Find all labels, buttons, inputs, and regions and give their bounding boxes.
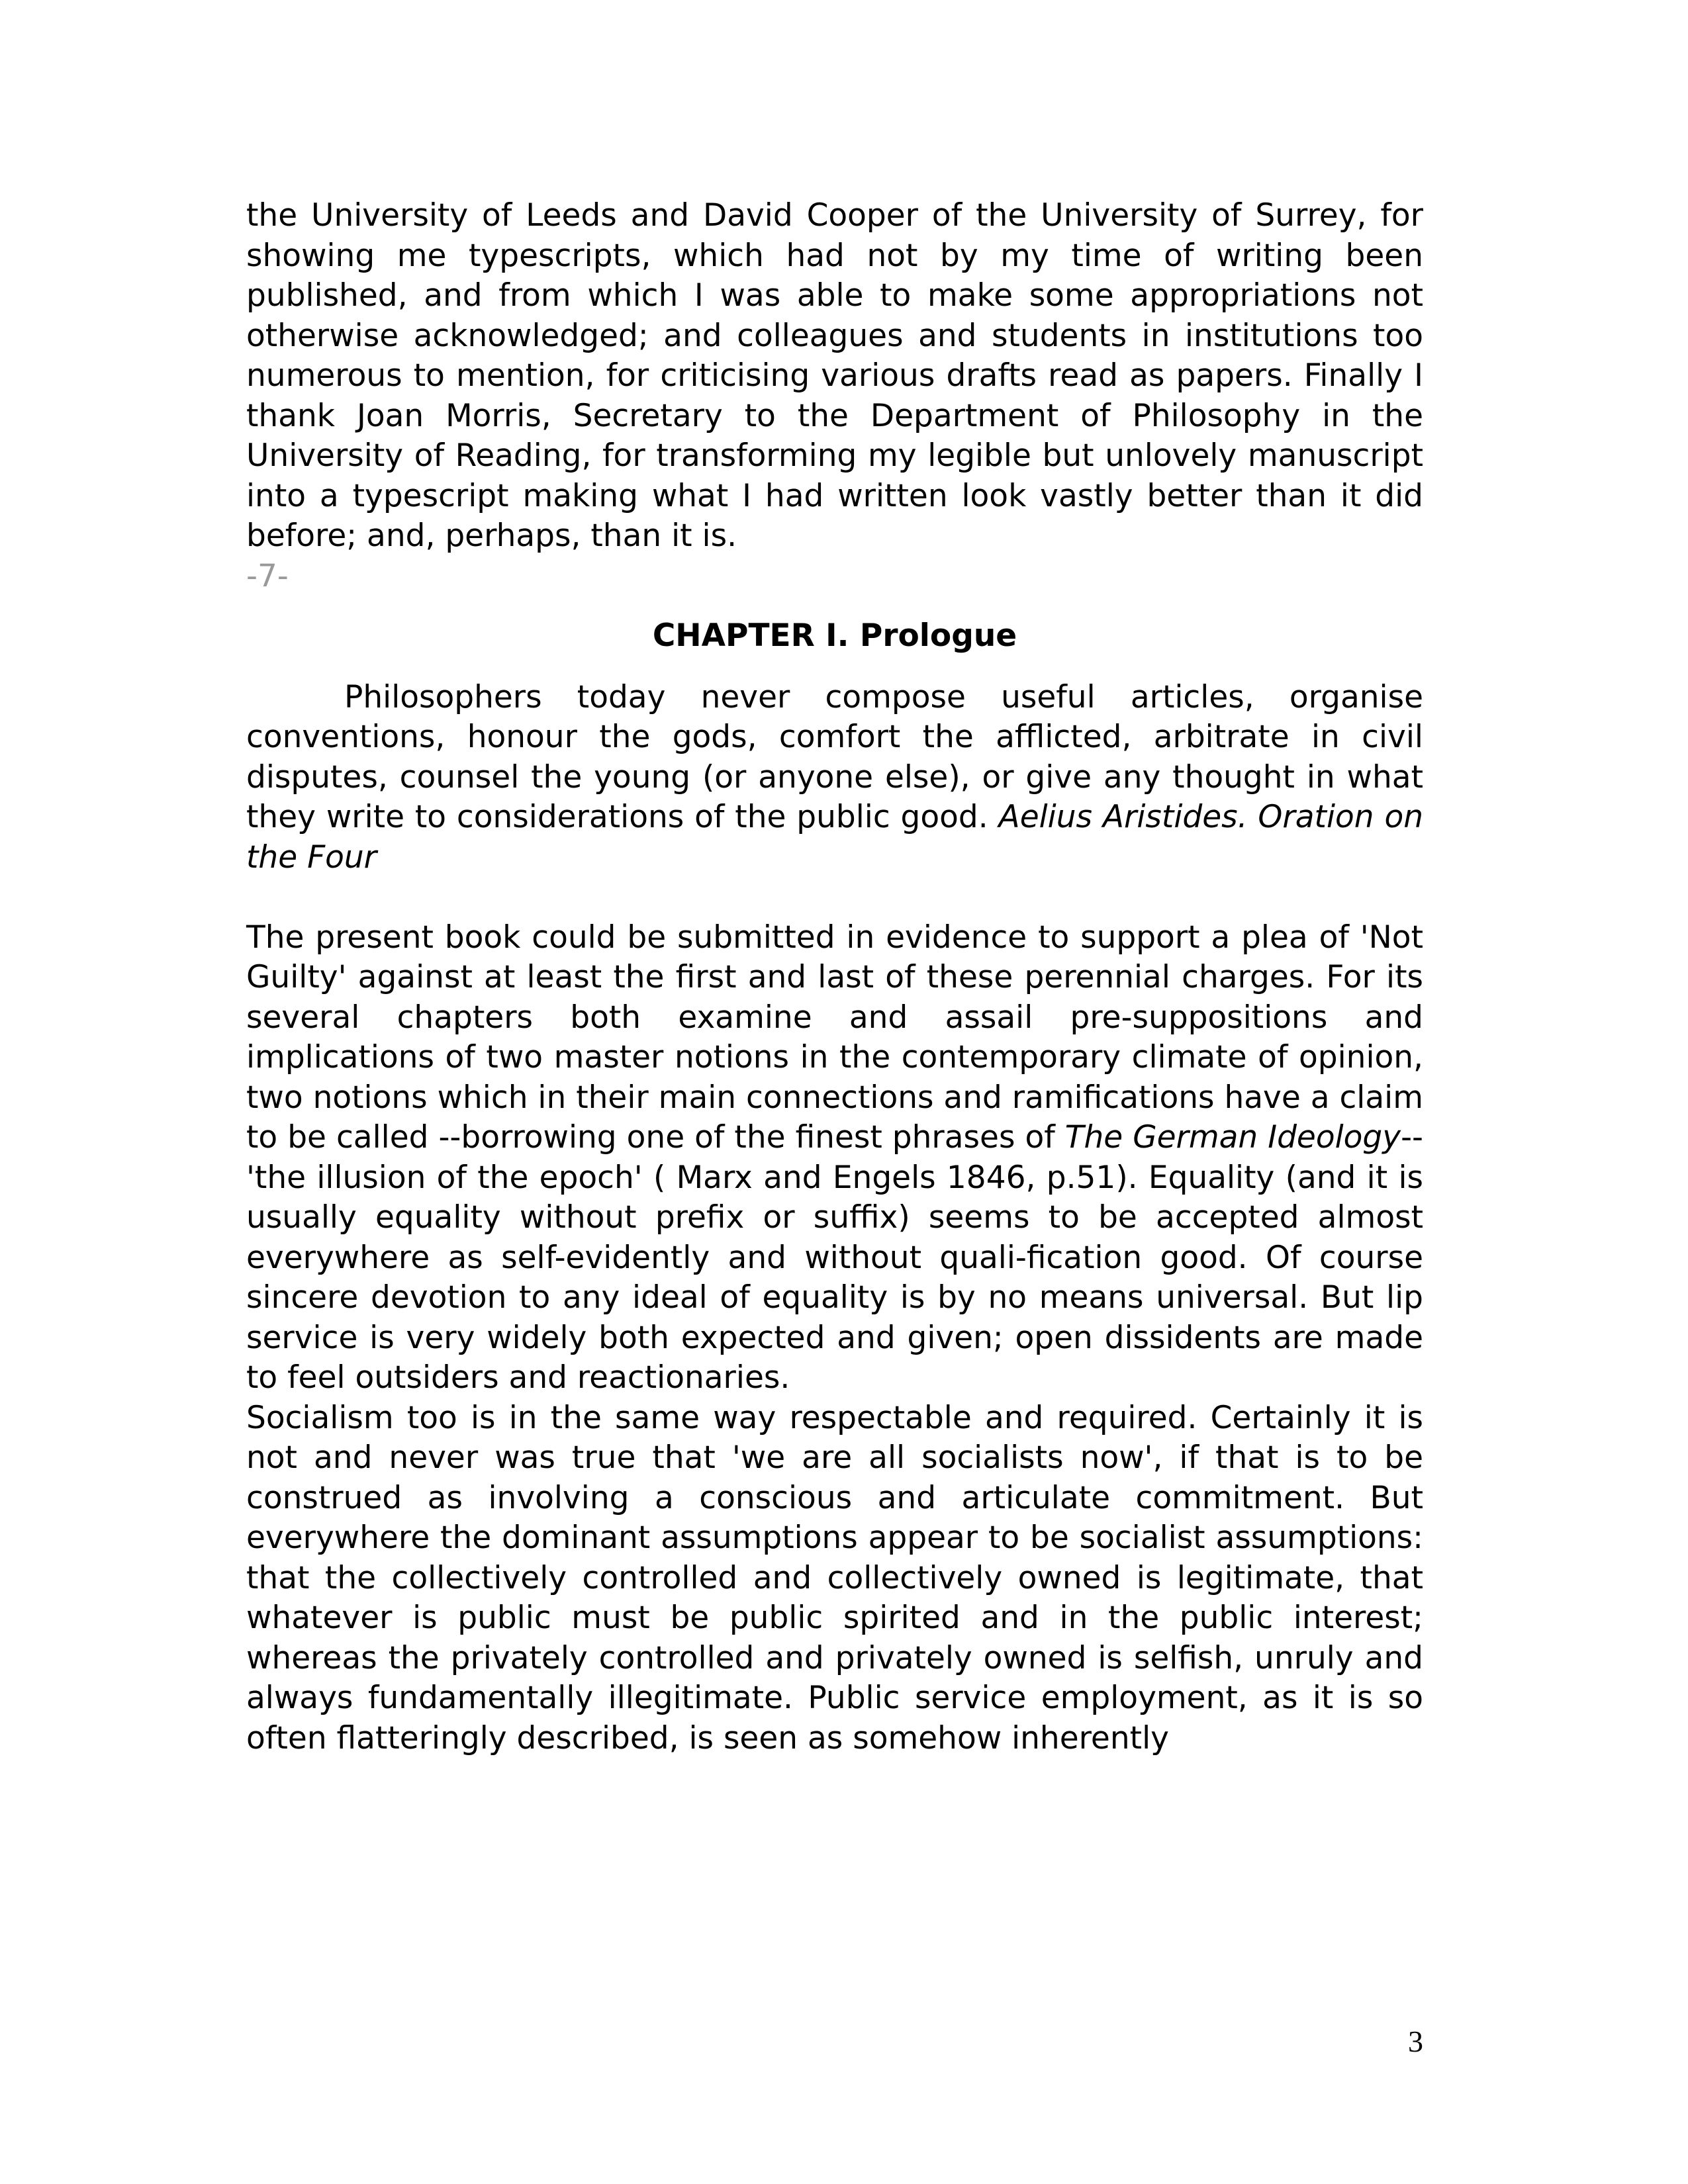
epigraph-text: Philosophers today never compose useful articles, organise conventions, honour the gods, comfort the afflicted, arbitrate in civil disputes, counsel the young (or anyone else), or give any thought in what they write to considerations of the public good. [246,678,1423,835]
body-paragraph-2: Socialism too is in the same way respectable and required. Certainly it is not and never was true that 'we are all socialists now', if that is to be construed as involving a conscious and articulate commitment. But everywhere the dominant assumptions appear to be socialist assumptions: that the collectively controlled and collectively owned is legitimate, that whatever is public must be public spirited and in the public interest; whereas the privately controlled and privately owned is selfish, unruly and always fundamentally illegitimate. Public service employment, as it is so often flatteringly described, is seen as somehow inherently [246,1399,1423,1756]
paragraph-1-after-title: --'the illusion of the epoch' ( Marx and Engels 1846, p.51). Equality (and it is usually equality without prefix or suffix) seems to be accepted almost everywhere as self-evidently and without quali-fication good. Of course sincere devotion to any ideal of equality is by no means universal. But lip service is very widely both expected and given; open dissidents are made to feel outsiders and reactionaries. [246,1119,1423,1396]
book-title-german-ideology: The German Ideology [1064,1119,1401,1156]
body-paragraph-1 [246,918,1423,1398]
epigraph [246,678,1423,878]
source-page-marker: -7- [246,557,289,594]
chapter-title: CHAPTER I. Prologue [652,617,1017,654]
epigraph-attribution: Aelius Aristides. Oration on the Four [246,799,1423,876]
continuation-paragraph: the University of Leeds and David Cooper of the University of Surrey, for showing me typescripts, which had not by my time of writing been published, and from which I was able to make some appropriations not otherwise acknowledged; and colleagues and students in institutions too numerous to mention, for criticising various drafts read as papers. Finally I thank Joan Morris, Secretary to the Department of Philosophy in the University of Reading, for transforming my legible but unlovely manuscript into a typescript making what I had written look vastly better than it did before; and, perhaps, than it is. [246,197,1423,554]
paragraph-spacer [246,878,1423,918]
page-number: 3 [1408,2025,1423,2058]
page-content [246,196,1423,1758]
paragraph-1-before-title: The present book could be submitted in evidence to support a plea of 'Not Guilty' against at least the first and last of these perennial charges. For its several chapters both examine and assail pre-suppositions and implications of two master notions in the contemporary climate of opinion, two notions which in their main connections and ramifications have a claim to be called --borrowing one of the finest phrases of [246,919,1423,1156]
